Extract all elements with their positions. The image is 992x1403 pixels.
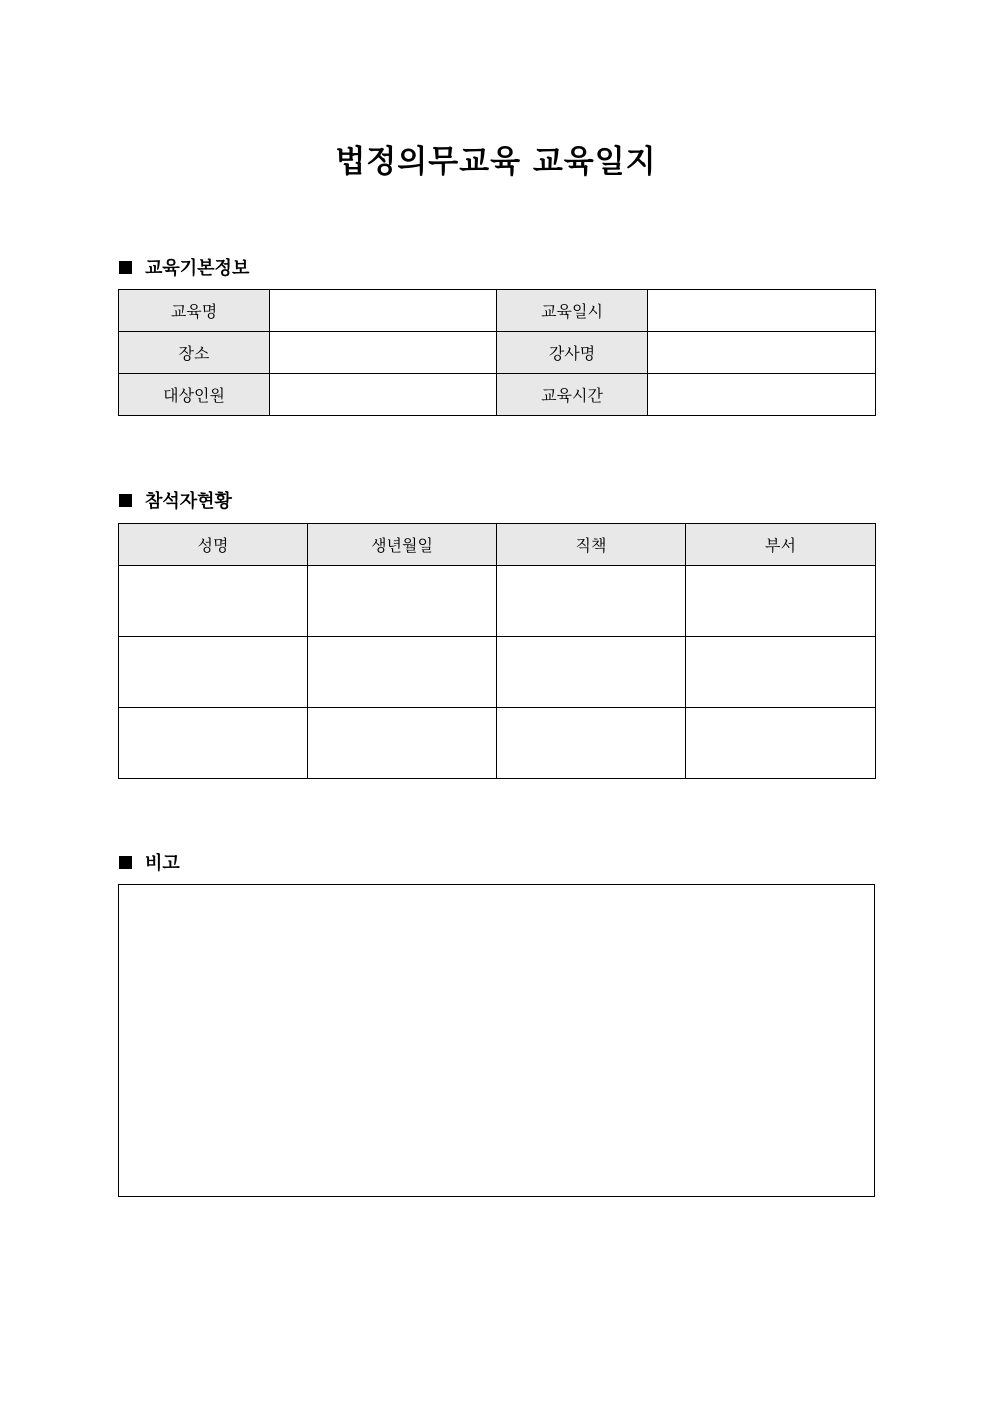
column-header-position: 직책 bbox=[497, 524, 686, 566]
course-name-field[interactable] bbox=[270, 290, 497, 332]
table-row bbox=[119, 637, 876, 708]
table-cell[interactable] bbox=[119, 566, 308, 637]
table-cell[interactable] bbox=[686, 637, 876, 708]
table-row bbox=[119, 290, 876, 332]
table-row bbox=[119, 332, 876, 374]
target-count-field[interactable] bbox=[270, 374, 497, 416]
table-row bbox=[119, 566, 876, 637]
column-header-name: 성명 bbox=[119, 524, 308, 566]
field-label-target-count: 대상인원 bbox=[119, 374, 270, 416]
field-label-instructor: 강사명 bbox=[497, 332, 648, 374]
remarks-box[interactable] bbox=[118, 884, 875, 1197]
table-row bbox=[119, 708, 876, 779]
course-hours-field[interactable] bbox=[648, 374, 876, 416]
field-label-location: 장소 bbox=[119, 332, 270, 374]
section-heading-basic-info bbox=[119, 254, 249, 280]
section-heading-label: 참석자현황 bbox=[145, 491, 232, 512]
table-header-row bbox=[119, 524, 876, 566]
square-bullet-icon bbox=[119, 494, 132, 507]
column-header-birthdate: 생년월일 bbox=[308, 524, 497, 566]
field-label-course-datetime: 교육일시 bbox=[497, 290, 648, 332]
table-cell[interactable] bbox=[308, 566, 497, 637]
table-row bbox=[119, 374, 876, 416]
square-bullet-icon bbox=[119, 261, 132, 274]
location-field[interactable] bbox=[270, 332, 497, 374]
table-cell[interactable] bbox=[497, 637, 686, 708]
table-cell[interactable] bbox=[119, 637, 308, 708]
table-cell[interactable] bbox=[497, 566, 686, 637]
section-heading-remarks bbox=[119, 849, 180, 875]
attendees-table bbox=[118, 523, 876, 779]
table-cell[interactable] bbox=[308, 708, 497, 779]
section-heading-label: 교육기본정보 bbox=[145, 258, 250, 279]
square-bullet-icon bbox=[119, 856, 132, 869]
field-label-course-hours: 교육시간 bbox=[497, 374, 648, 416]
table-cell[interactable] bbox=[119, 708, 308, 779]
table-cell[interactable] bbox=[497, 708, 686, 779]
page-title: 법정의무교육 교육일지 bbox=[335, 144, 657, 180]
column-header-department: 부서 bbox=[686, 524, 876, 566]
basic-info-table bbox=[118, 289, 876, 416]
instructor-field[interactable] bbox=[648, 332, 876, 374]
course-datetime-field[interactable] bbox=[648, 290, 876, 332]
section-heading-label: 비고 bbox=[145, 853, 180, 874]
table-cell[interactable] bbox=[686, 566, 876, 637]
table-cell[interactable] bbox=[686, 708, 876, 779]
field-label-course-name: 교육명 bbox=[119, 290, 270, 332]
table-cell[interactable] bbox=[308, 637, 497, 708]
section-heading-attendees bbox=[119, 487, 232, 513]
